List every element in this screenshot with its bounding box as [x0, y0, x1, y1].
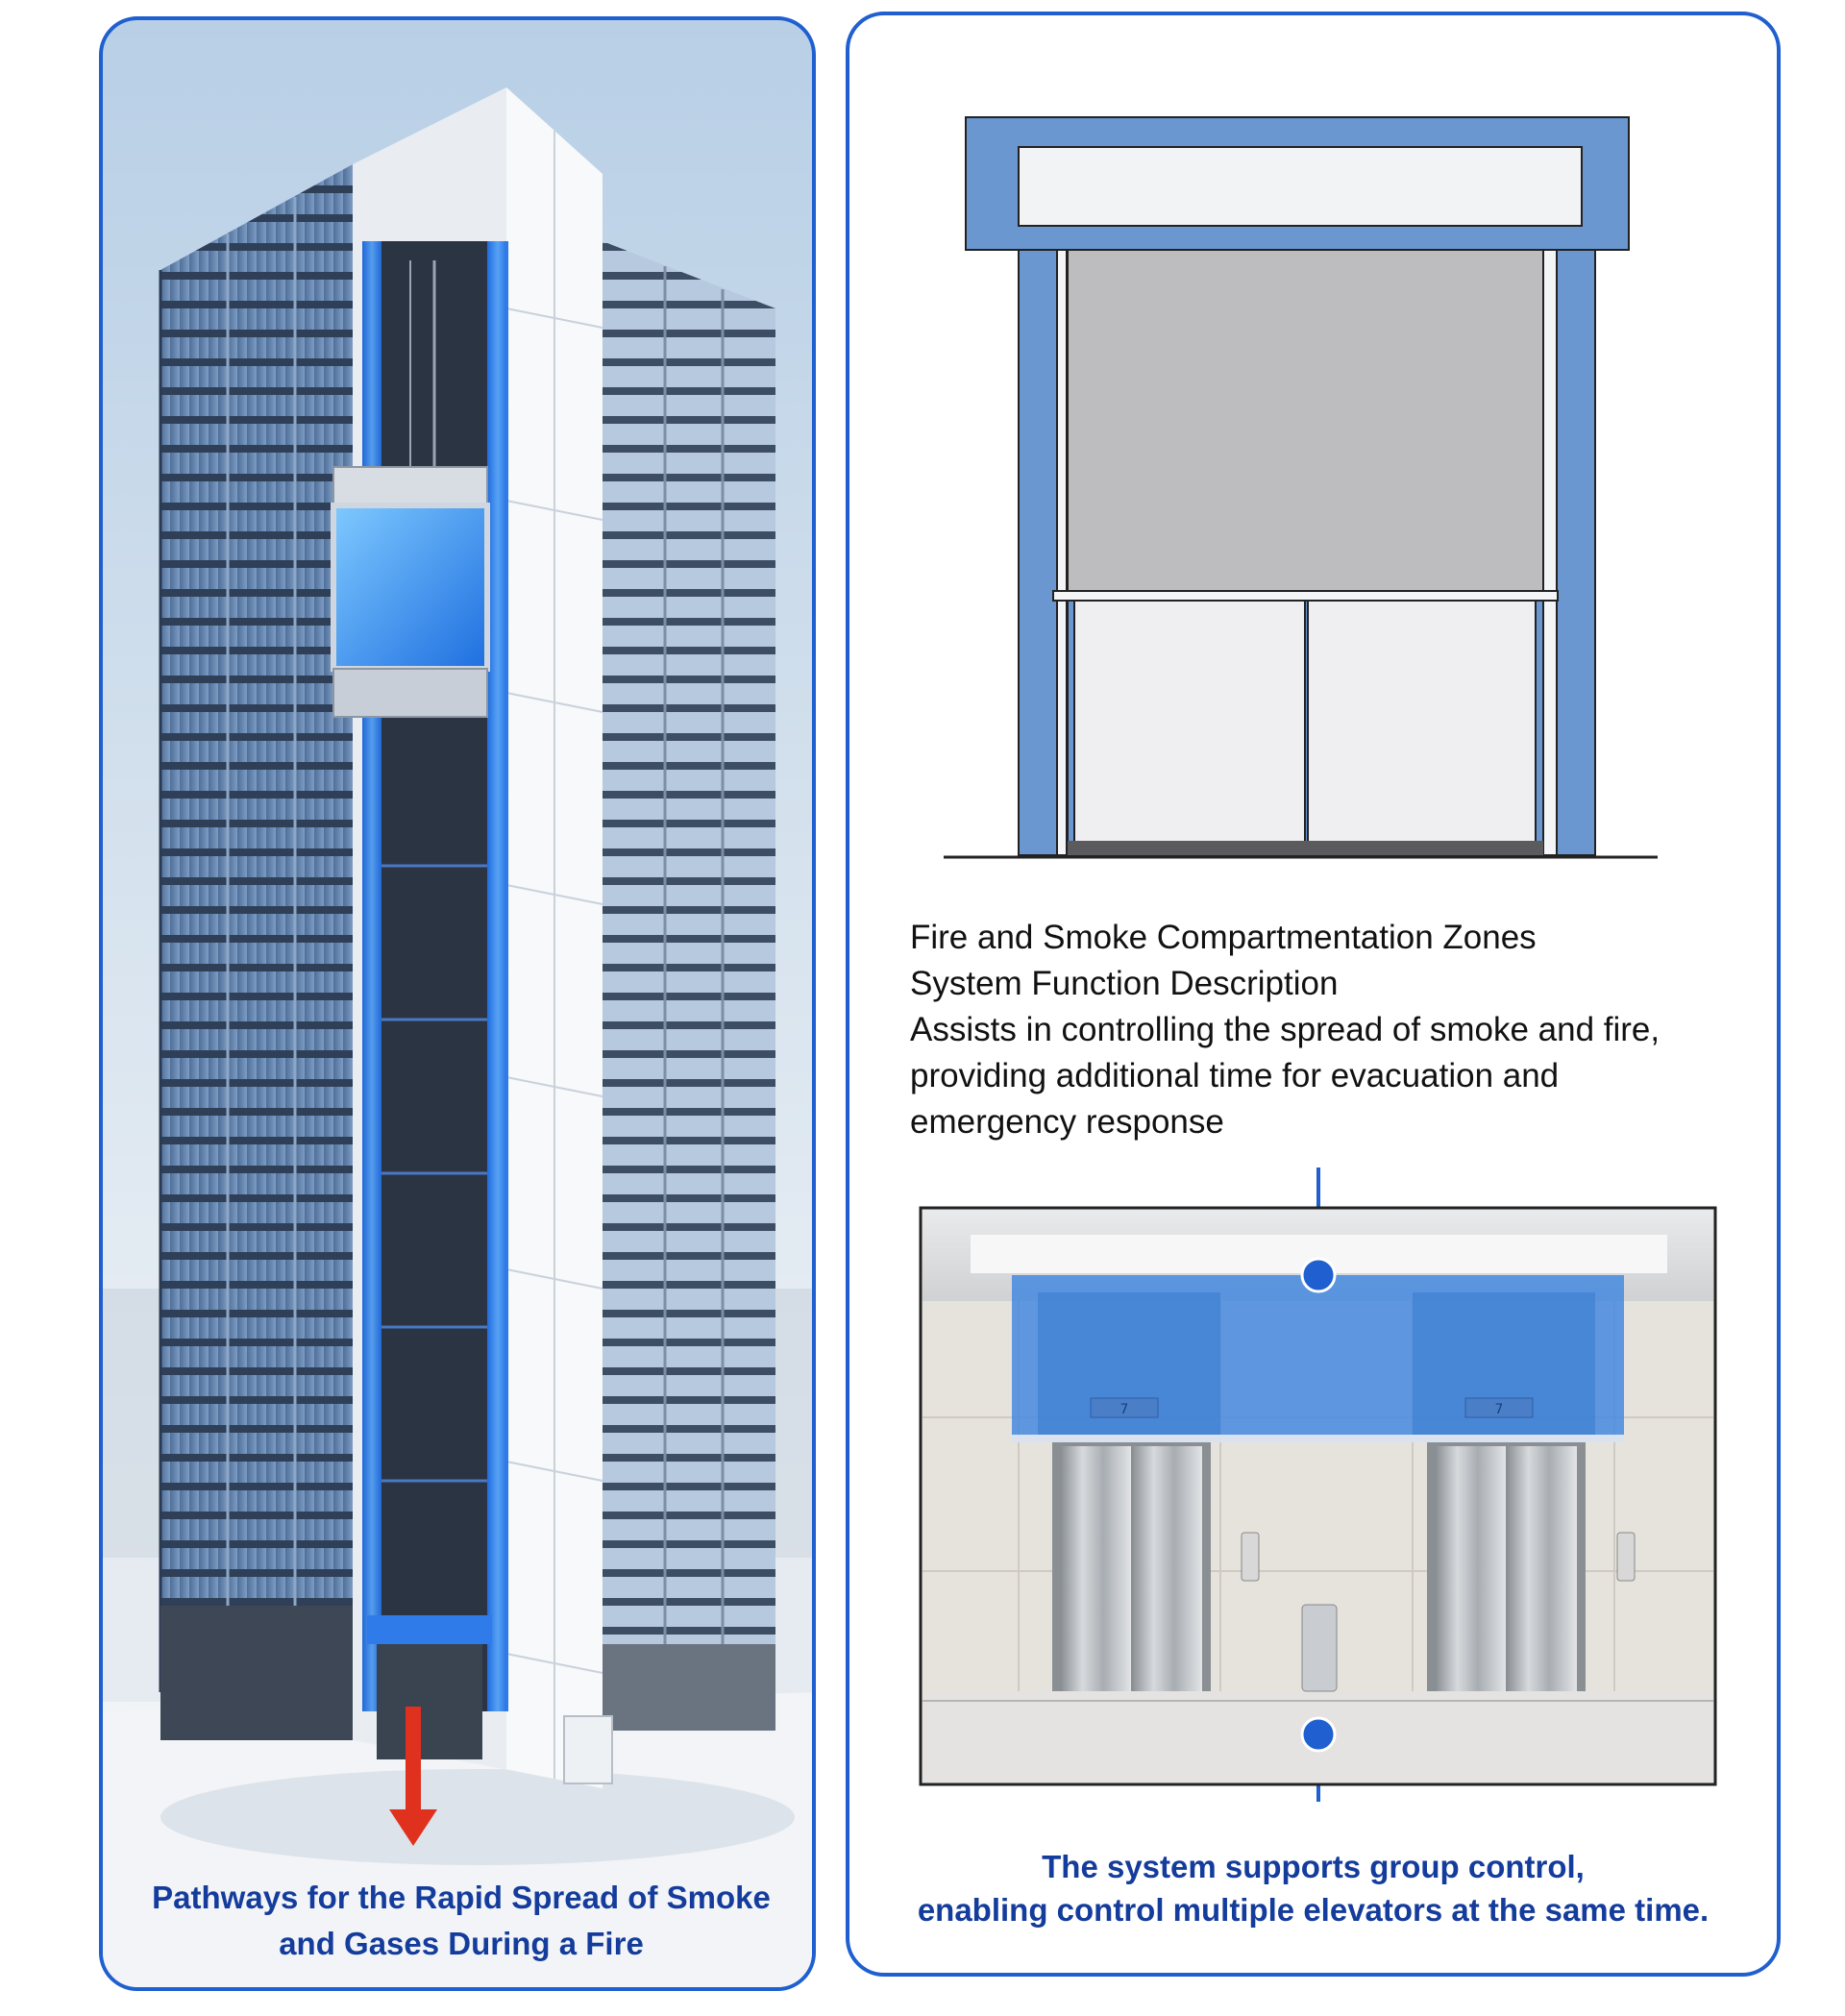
lobby-display-right: 7 [1494, 1402, 1504, 1417]
building-illustration [103, 20, 816, 1991]
description-body-line-2: providing additional time for evacuation and [910, 1057, 1560, 1094]
description-subtitle: System Function Description [910, 965, 1339, 1002]
description-body-line-3: emergency response [910, 1103, 1224, 1141]
left-panel-caption: Pathways for the Rapid Spread of Smoke and Gases During a Fire [152, 1880, 771, 1961]
right-panel-caption: The system supports group control, enabling control multiple elevators at the same time. [917, 1849, 1710, 1928]
elevator-lobby-illustration [913, 1168, 1730, 1802]
system-description [910, 915, 1775, 1145]
lobby-display-left: 7 [1119, 1402, 1129, 1417]
description-body-line-1: Assists in controlling the spread of smoke and fire, [910, 1011, 1660, 1048]
smoke-curtain-diagram [942, 111, 1672, 879]
description-title: Fire and Smoke Compartmentation Zones [910, 919, 1537, 956]
building-illustration-panel [99, 16, 816, 1991]
